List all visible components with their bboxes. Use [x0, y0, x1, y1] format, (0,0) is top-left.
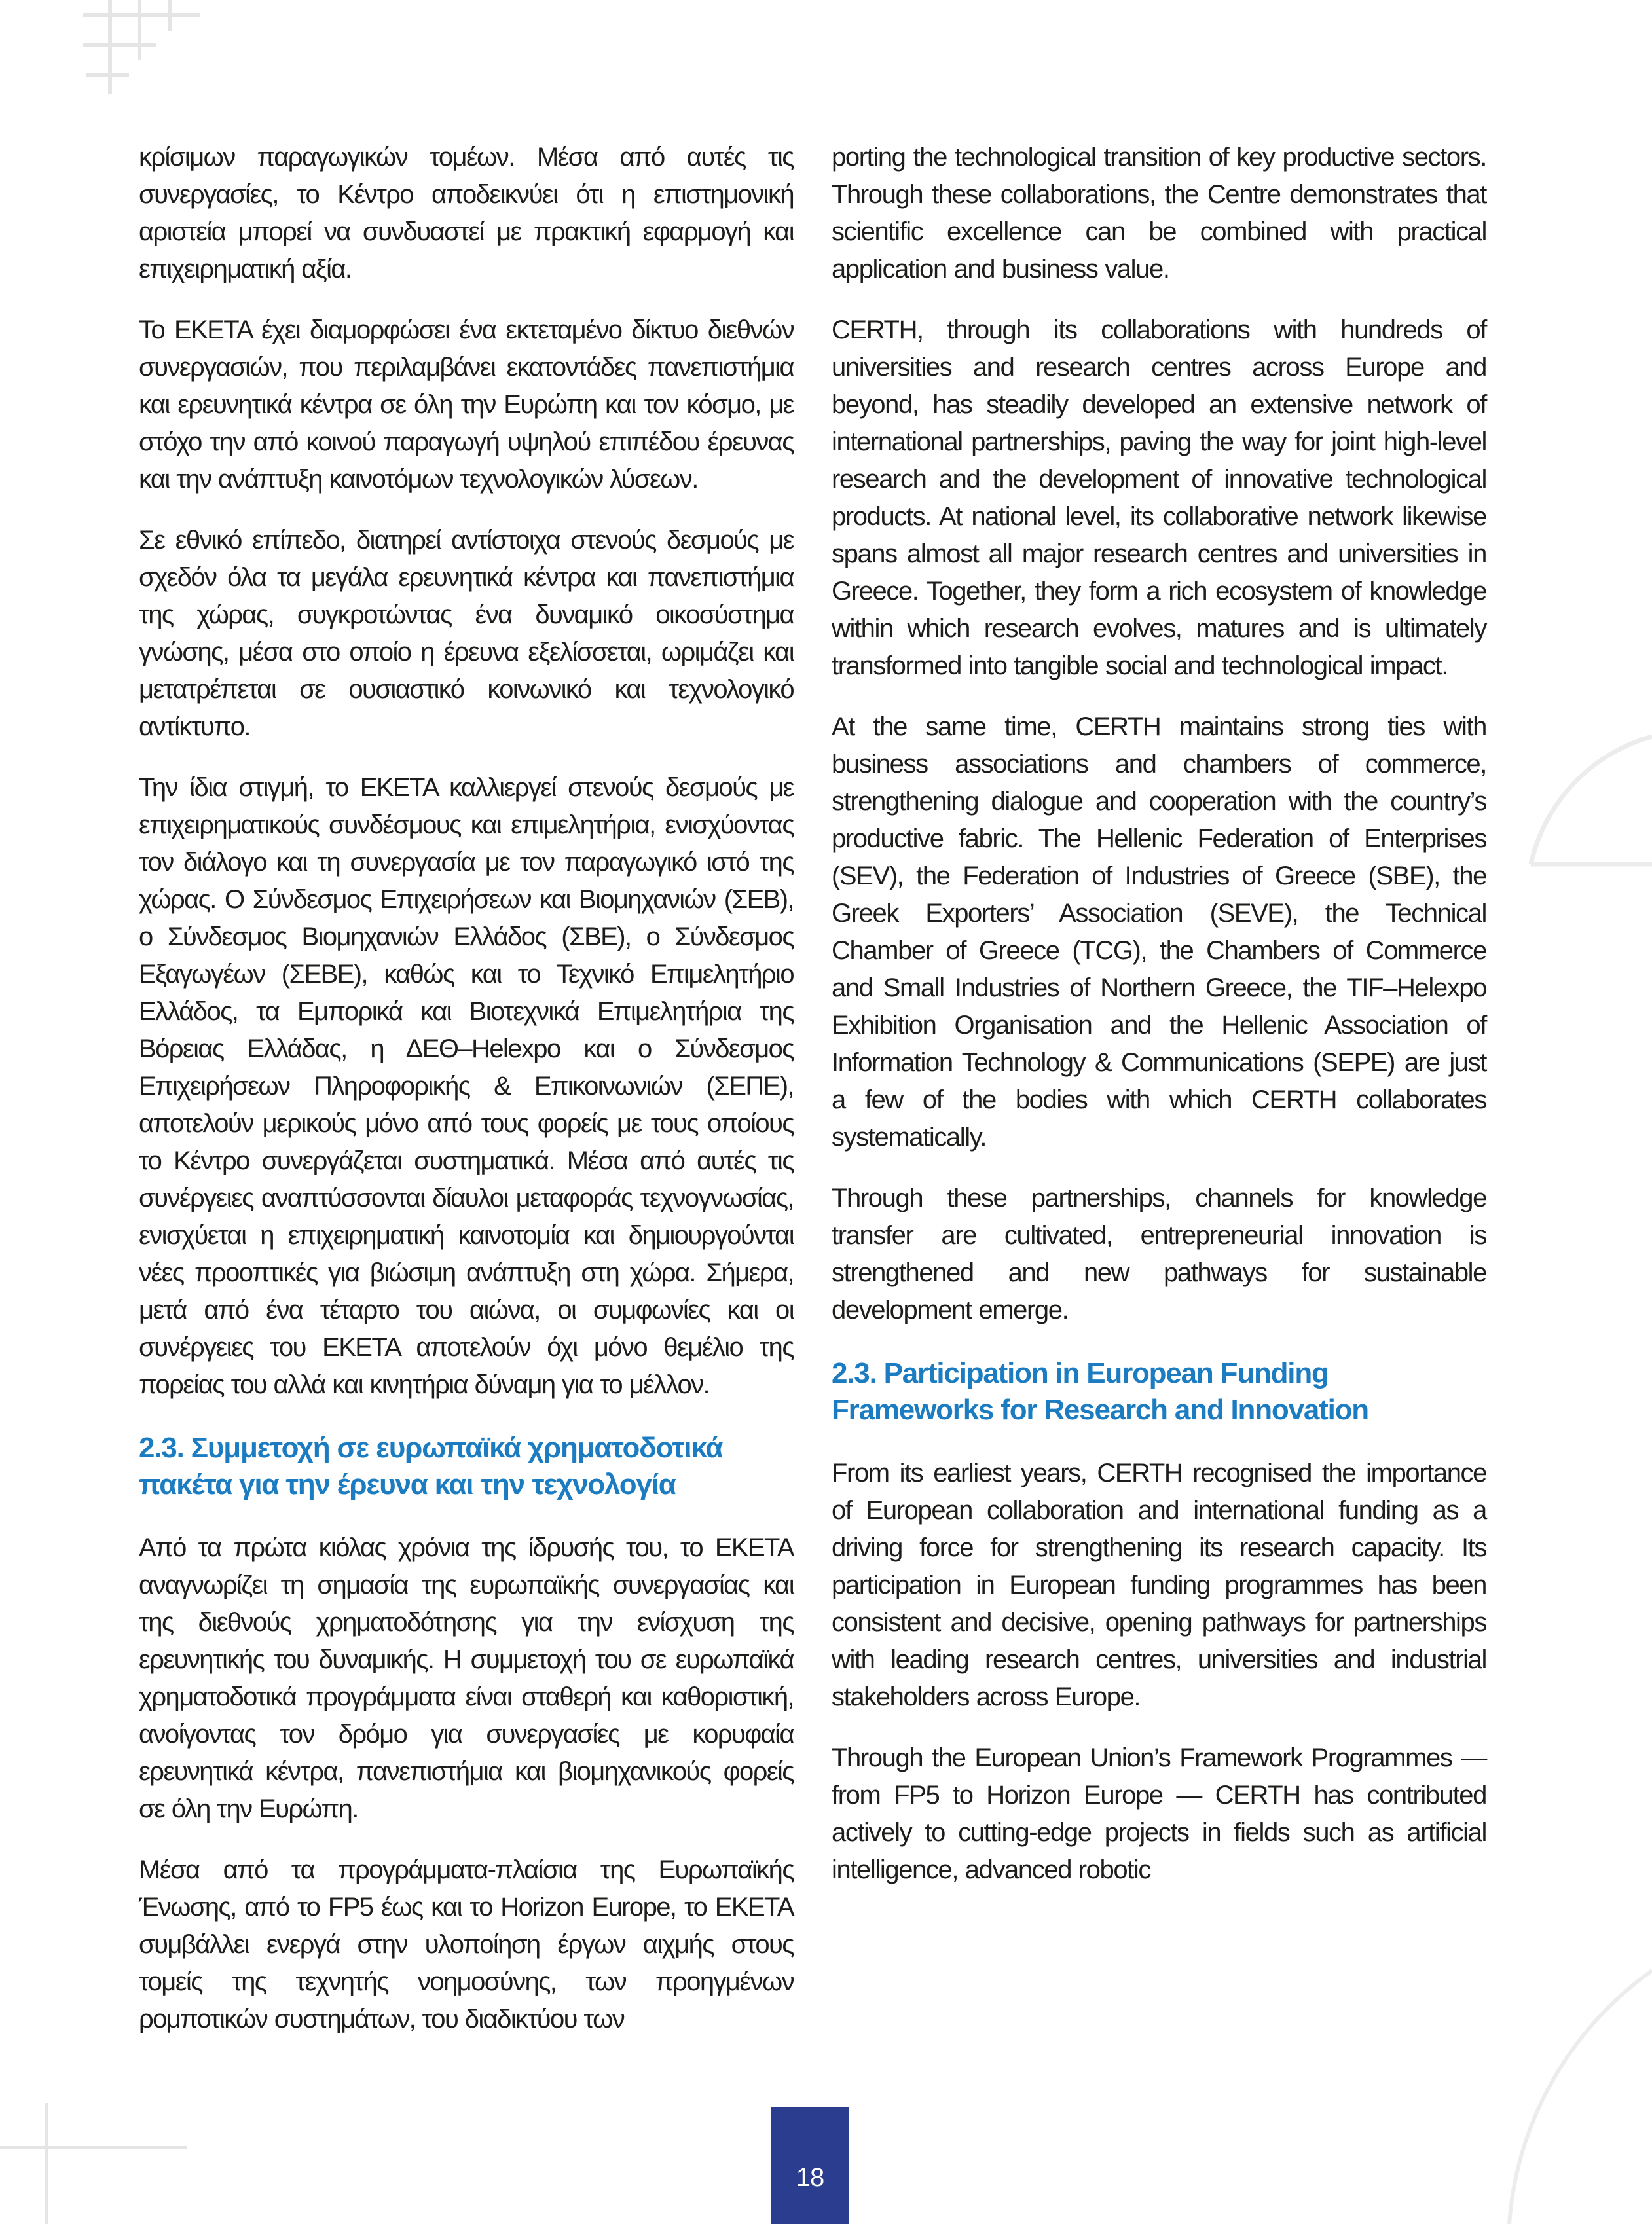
greek-section-paragraph: Από τα πρώτα κιόλας χρόνια της ίδρυσής του, το ΕΚΕΤΑ αναγνωρίζει τη σημασία της ευρωπαϊκής συνεργασίας και της διεθνούς χρηματοδότησης για την ενίσχυση της ερευνητικής του δυναμικής. Η συμμετοχή του σε ευρωπαϊκά χρηματοδοτικά προγράμματα είναι σταθερή και καθοριστική, ανοίγοντας τον δρόμο για συνεργασίες με κορυφαία ερευνητικά κέντρα, πανεπιστήμια και βιομηχανικούς φορείς σε όλη την Ευρώπη. [139, 1533, 794, 1823]
english-text-column [832, 139, 1486, 1912]
decorative-cross-line [0, 2146, 187, 2149]
english-section-paragraph: Through the European Union’s Framework Programmes — from FP5 to Horizon Europe — CERTH has contributed actively to cutting-edge projects in fields such as artificial intelligence, advanced robotic [832, 1743, 1486, 1884]
decorative-grid-line [83, 43, 156, 47]
greek-section-paragraph: Μέσα από τα προγράμματα-πλαίσια της Ευρωπαϊκής Ένωσης, από το FP5 έως και το Horizon Europe, το ΕΚΕΤΑ συμβάλλει ενεργά στην υλοποίηση έργων αιχμής στους τομείς της τεχνητής νοημοσύνης, των προηγμένων ρομποτικών συστημάτων, του διαδικτύου των [139, 1855, 794, 2033]
english-paragraph: porting the technological transition of key productive sectors. Through these collaborations, the Centre demonstrates that scientific excellence can be combined with practical application and business value. [832, 143, 1486, 283]
decorative-arc-bottom [1499, 1964, 1652, 2224]
greek-paragraph: Το ΕΚΕΤΑ έχει διαμορφώσει ένα εκτεταμένο δίκτυο διεθνών συνεργασιών, που περιλαμβάνει εκατοντάδες πανεπιστήμια και ερευνητικά κέντρα σε όλη την Ευρώπη και τον κόσμο, με στόχο την από κοινού παραγωγή υψηλού επιπέδου έρευνας και την ανάπτυξη καινοτόμων τεχνολογικών λύσεων. [139, 316, 794, 494]
decorative-cross-line [45, 2103, 48, 2224]
greek-text-column [139, 139, 794, 2062]
english-paragraph: At the same time, CERTH maintains strong ties with business associations and chambers of commerce, strengthening dialogue and cooperation with the country’s productive fabric. The Hellenic Federation of Enterprises (SEV), the Federation of Industries of Greece (SBE), the Greek Exporters’ Association (SEVE), the Technical Chamber of Greece (TCG), the Chambers of Commerce and Small Industries of Northern Greece, the TIF–Helexpo Exhibition Organisation and the Hellenic Association of Information Technology & Communications (SEPE) are just a few of the bodies with which CERTH collaborates systematically. [832, 712, 1486, 1152]
decorative-grid-line [86, 73, 129, 77]
greek-paragraph: Την ίδια στιγμή, το ΕΚΕΤΑ καλλιεργεί στενούς δεσμούς με επιχειρηματικούς συνδέσμους και επιμελητήρια, ενισχύοντας τον διάλογο και τη συνεργασία με τον παραγωγικό ιστό της χώρας. Ο Σύνδεσμος Επιχειρήσεων και Βιομηχανιών (ΣΕΒ), ο Σύνδεσμος Βιομηχανιών Ελλάδος (ΣΒΕ), ο Σύνδεσμος Εξαγωγέων (ΣΕΒΕ), καθώς και το Τεχνικό Επιμελητήριο Ελλάδος, τα Εμπορικά και Βιοτεχνικά Επιμελητήρια της Βόρειας Ελλάδας, η ΔΕΘ–Helexpo και ο Σύνδεσμος Επιχειρήσεων Πληροφορικής & Επικοινωνιών (ΣΕΠΕ), αποτελούν μερικούς μόνο από τους φορείς με τους οποίους το Κέντρο συνεργάζεται συστηματικά. Μέσα από αυτές τις συνέργειες αναπτύσσονται δίαυλοι μεταφοράς τεχνογνωσίας, ενισχύεται η επιχειρηματική καινοτομία και δημιουργούνται νέες προοπτικές για βιώσιμη ανάπτυξη στη χώρα. Σήμερα, μετά από ένα τέταρτο του αιώνα, οι συμφωνίες και οι συνέργειες του ΕΚΕΤΑ αποτελούν όχι μόνο θεμέλιο της πορείας του αλλά και κινητήρια δύναμη για το μέλλον. [139, 773, 794, 1399]
english-section-heading: 2.3. Participation in European Funding Frameworks for Research and Innovation [832, 1357, 1368, 1426]
greek-paragraph: Σε εθνικό επίπεδο, διατηρεί αντίστοιχα στενούς δεσμούς με σχεδόν όλα τα μεγάλα ερευνητικά κέντρα και πανεπιστήμια της χώρας, συγκροτώντας ένα δυναμικό οικοσύστημα γνώσης, μέσα στο οποίο η έρευνα εξελίσσεται, ωριμάζει και μετατρέπεται σε ουσιαστικό κοινωνικό και τεχνολογικό αντίκτυπο. [139, 526, 794, 741]
page-number-box [771, 2107, 849, 2224]
english-section-paragraph: From its earliest years, CERTH recognised the importance of European collaboration and international funding as a driving force for strengthening its research capacity. Its participation in European funding programmes has been consistent and decisive, opening pathways for partnerships with leading research centres, universities and industrial stakeholders across Europe. [832, 1459, 1486, 1711]
page-number: 18 [796, 2163, 824, 2192]
english-paragraph: Through these partnerships, channels for knowledge transfer are cultivated, entrepreneurial innovation is strengthened and new pathways for sustainable development emerge. [832, 1184, 1486, 1324]
greek-section-heading: 2.3. Συμμετοχή σε ευρωπαϊκά χρηματοδοτικά πακέτα για την έρευνα και την τεχνολογία [139, 1432, 723, 1501]
decorative-arc-top [1526, 720, 1652, 871]
greek-paragraph: κρίσιμων παραγωγικών τομέων. Μέσα από αυτές τις συνεργασίες, το Κέντρο αποδεικνύει ότι η επιστημονική αριστεία μπορεί να συνδυαστεί με πρακτική εφαρμογή και επιχειρηματική αξία. [139, 143, 794, 283]
decorative-grid-line [83, 13, 200, 17]
decorative-grid-line [138, 0, 141, 60]
english-paragraph: CERTH, through its collaborations with hundreds of universities and research centres across Europe and beyond, has steadily developed an extensive network of international partnerships, paving the way for joint high-level research and the development of innovative technological products. At national level, its collaborative network likewise spans almost all major research centres and universities in Greece. Together, they form a rich ecosystem of knowledge within which research evolves, matures and is ultimately transformed into tangible social and technological impact. [832, 316, 1486, 680]
